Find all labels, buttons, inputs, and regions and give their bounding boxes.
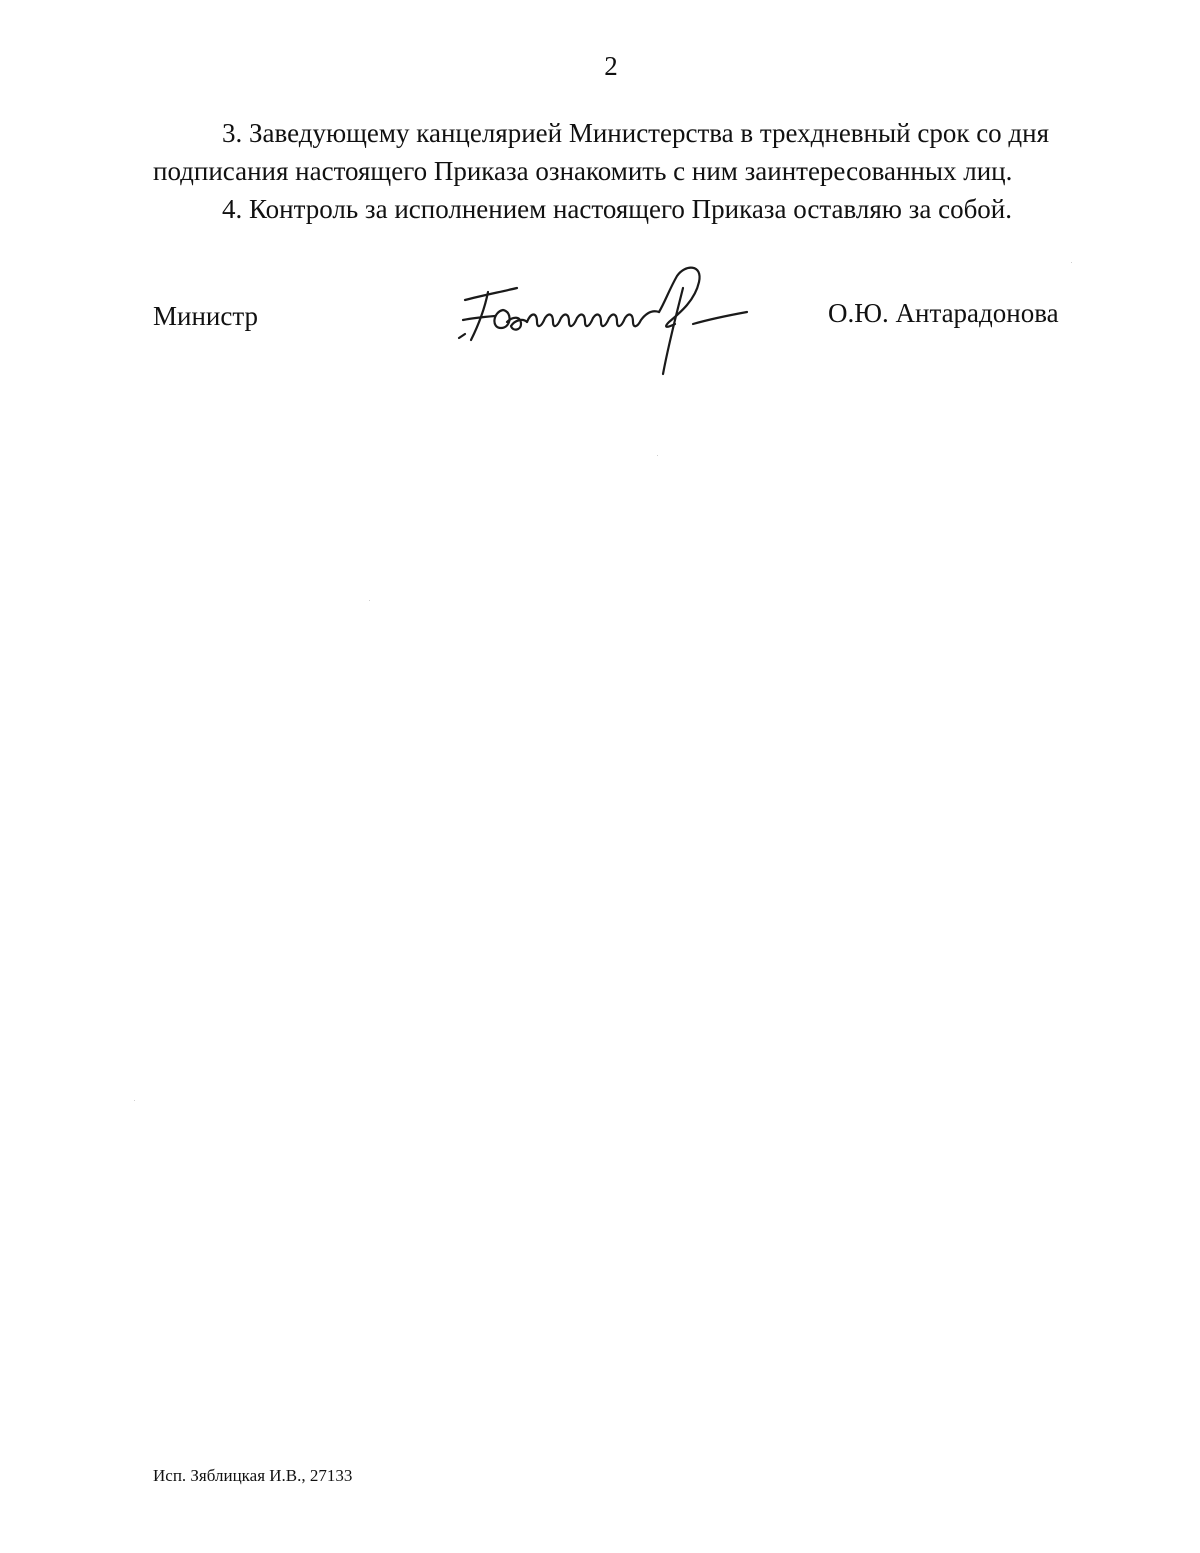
executor-note: Исп. Зяблицкая И.В., 27133 [153, 1466, 353, 1485]
scan-speck [657, 455, 658, 456]
scan-speck [369, 600, 370, 601]
document-body [153, 114, 1089, 228]
paragraph-4-line-1: 4. Контроль за исполнением настоящего Приказа оставляю за собой. [222, 194, 1013, 224]
handwritten-signature [455, 262, 760, 380]
paragraph-3-line-2: подписания настоящего Приказа ознакомить с ним заинтересованных лиц. [153, 156, 1013, 186]
signer-position: Министр [153, 301, 258, 331]
page-number: 2 [604, 51, 618, 81]
scan-speck [1071, 262, 1072, 263]
paragraph-4 [153, 190, 1089, 228]
signer-name: О.Ю. Антарадонова [828, 298, 1059, 328]
paragraph-3 [153, 114, 1089, 190]
paragraph-3-line-1: 3. Заведующему канцелярией Министерства в трехдневный срок со дня [222, 118, 1050, 148]
signature-block [0, 262, 1200, 392]
scan-speck [134, 1100, 135, 1101]
